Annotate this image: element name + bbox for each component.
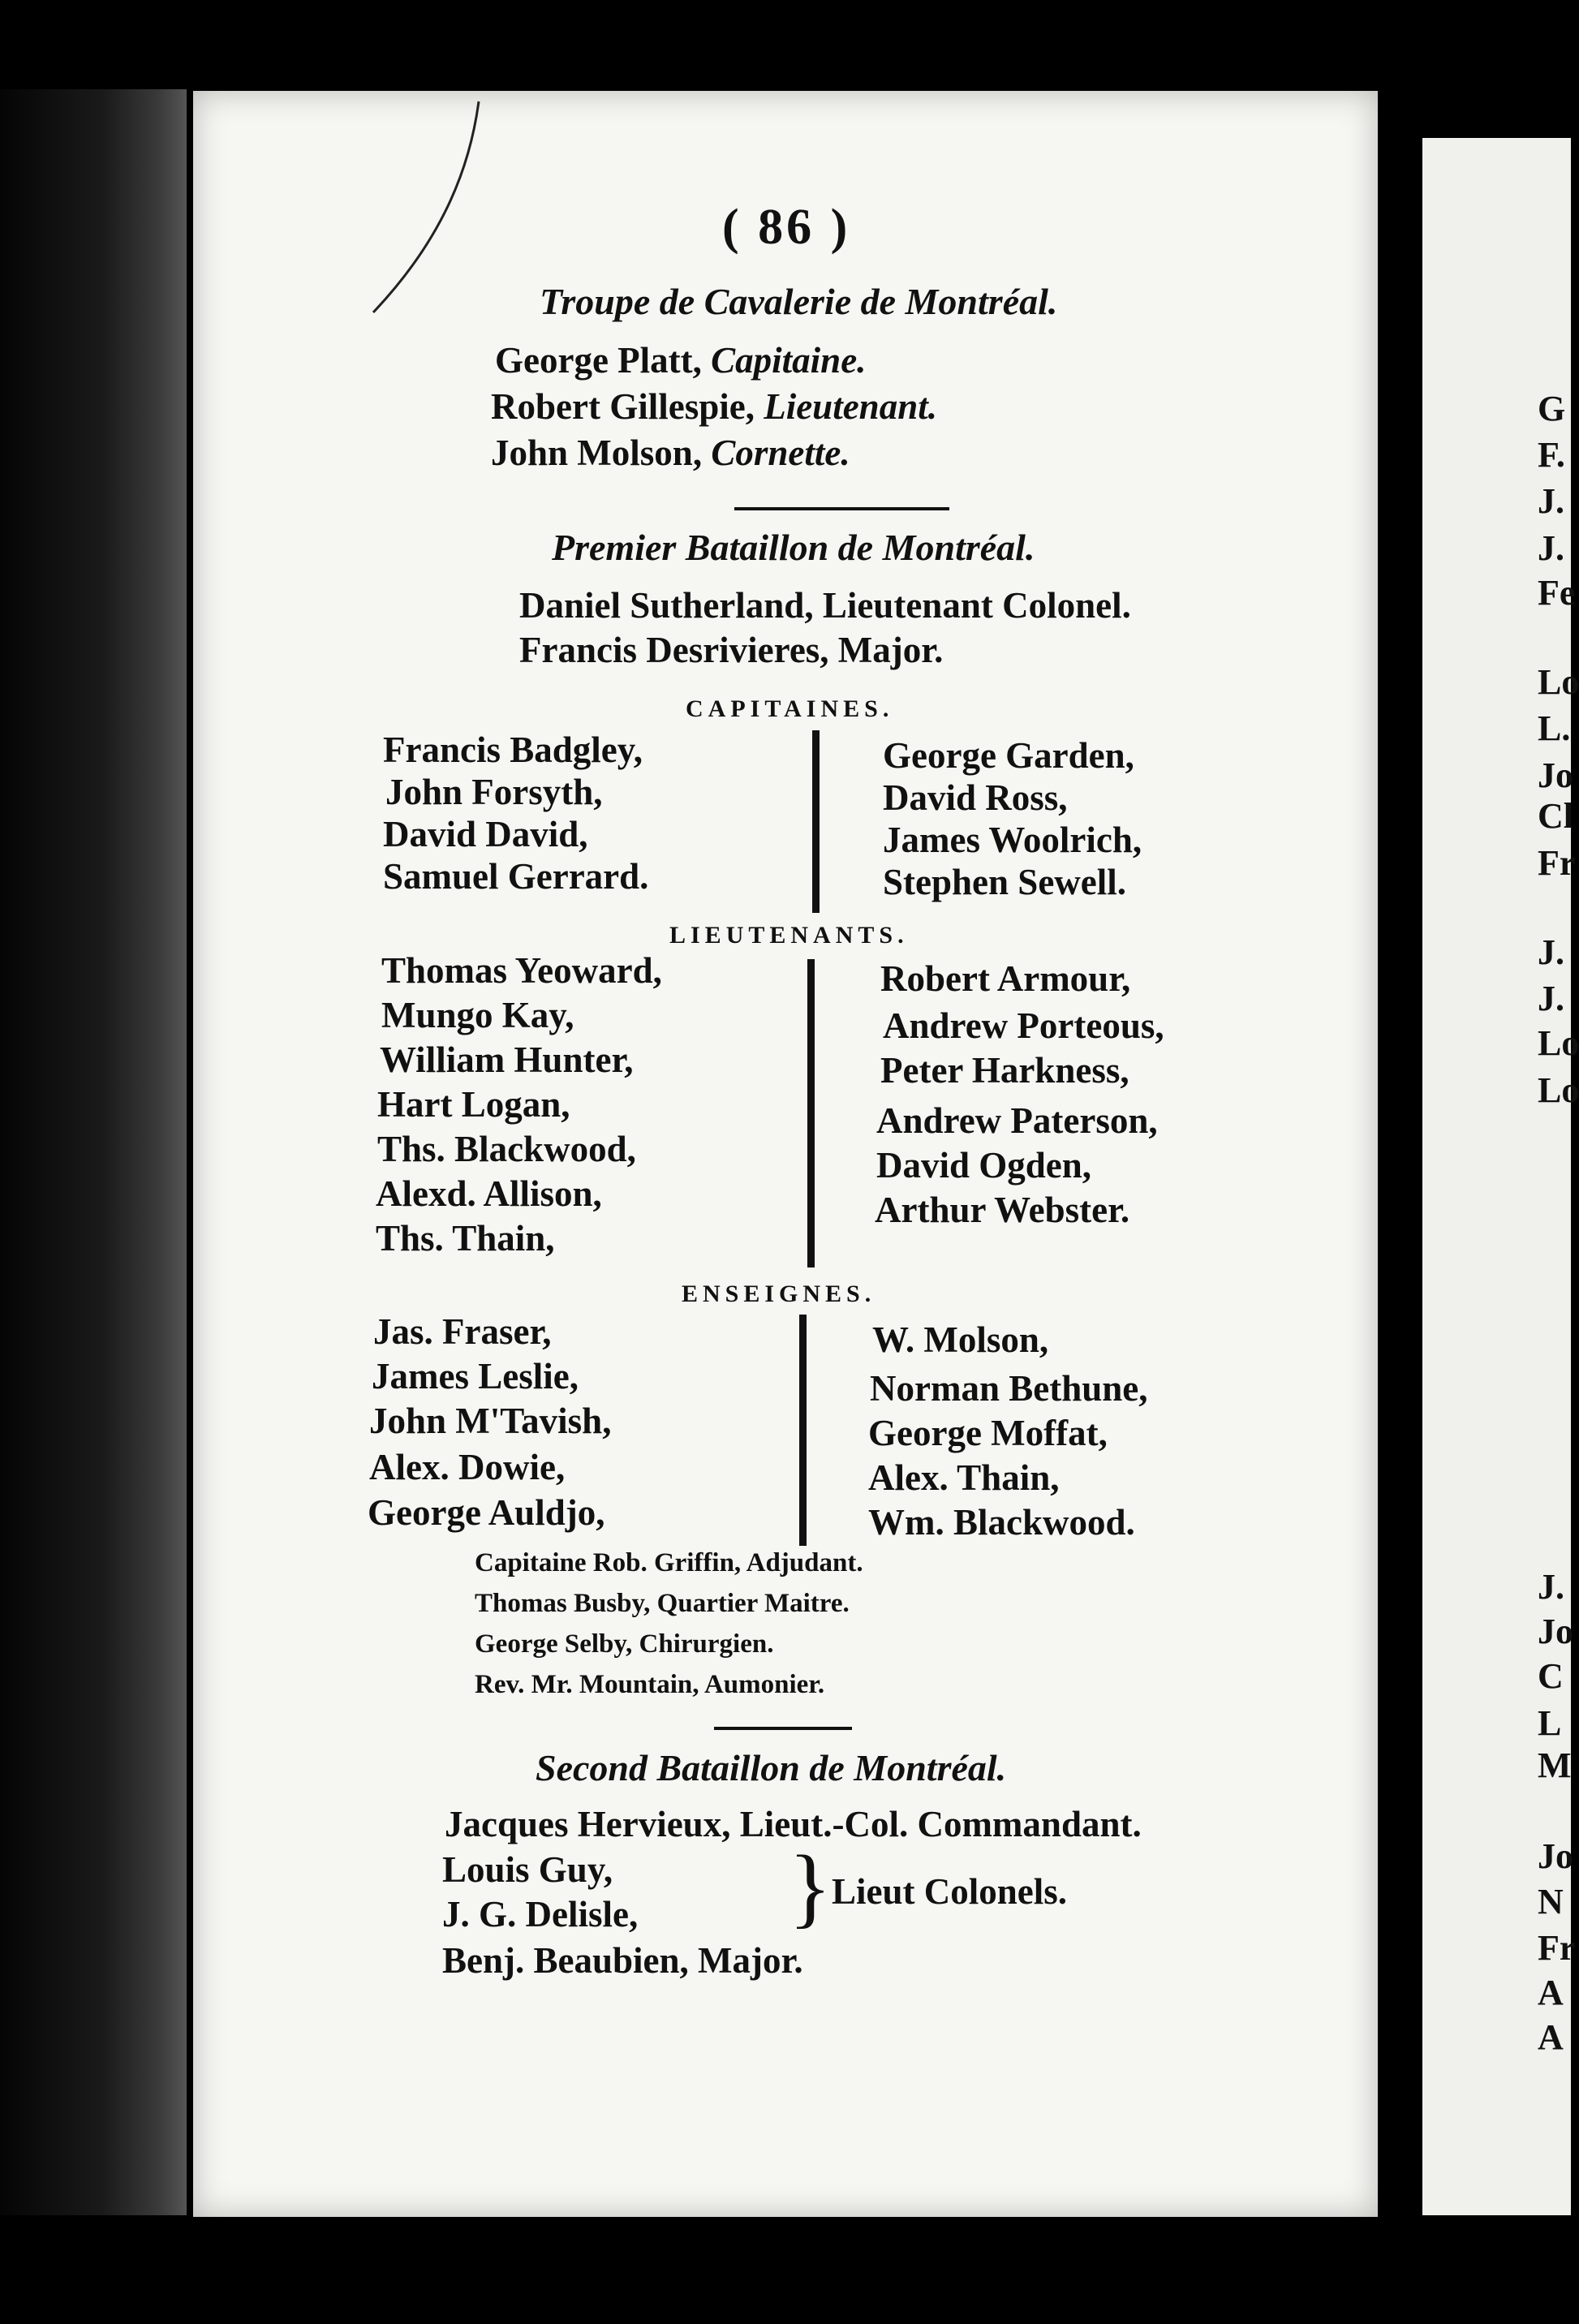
commander-line: Daniel Sutherland, Lieutenant Colonel. — [519, 585, 1131, 626]
section-rule — [714, 1727, 852, 1730]
captain-name: John Forsyth, — [385, 772, 603, 812]
facing-page-fragment: Fr — [1538, 843, 1576, 883]
lieutenant-name: Ths. Blackwood, — [377, 1129, 636, 1169]
lieutenant-name: Hart Logan, — [377, 1084, 570, 1125]
captain-name: Stephen Sewell. — [883, 862, 1127, 902]
cavalry-line: Robert Gillespie, Lieutenant. — [491, 386, 937, 427]
ensign-name: George Moffat, — [868, 1413, 1108, 1453]
facing-page-fragment: J. — [1538, 932, 1564, 972]
lieutenant-name: Mungo Kay, — [381, 995, 574, 1035]
captains-label: CAPITAINES. — [686, 695, 894, 722]
facing-page-fragment: Lo — [1538, 662, 1579, 702]
lieutenant-name: Arthur Webster. — [875, 1190, 1130, 1230]
ensigns-label: ENSEIGNES. — [682, 1280, 876, 1307]
ensign-name: Jas. Fraser, — [373, 1311, 552, 1352]
pencil-mark — [357, 97, 495, 325]
facing-page-fragment: A — [1538, 1973, 1564, 2012]
cavalry-line: John Molson, Cornette. — [491, 433, 850, 473]
facing-page-fragment: J. — [1538, 528, 1564, 568]
facing-page-fragment: C — [1538, 1656, 1564, 1696]
facing-page-fragment: J. — [1538, 979, 1564, 1018]
cavalry-line: George Platt, Capitaine. — [495, 340, 867, 381]
second-battalion-heading: Second Bataillon de Montréal. — [536, 1747, 1007, 1788]
lieutenant-name: David Ogden, — [876, 1145, 1092, 1186]
facing-page-fragment: N — [1538, 1882, 1564, 1922]
first-battalion-heading: Premier Bataillon de Montréal. — [552, 527, 1035, 568]
ensign-name: Norman Bethune, — [870, 1368, 1148, 1409]
staff-line: Capitaine Rob. Griffin, Adjudant. — [475, 1548, 863, 1577]
lieutenant-name: Andrew Paterson, — [876, 1100, 1158, 1141]
lieutenant-name: Alexd. Allison, — [376, 1173, 602, 1214]
ensign-name: Alex. Thain, — [868, 1457, 1060, 1498]
lieutenants-label: LIEUTENANTS. — [669, 922, 909, 949]
page-number: ( 86 ) — [722, 200, 851, 255]
facing-page-fragment: J. — [1538, 1567, 1564, 1607]
column-divider — [799, 1315, 807, 1546]
captain-name: David David, — [383, 814, 588, 854]
lieutenant-name: Andrew Porteous, — [883, 1005, 1164, 1046]
book-spine-edge — [0, 89, 187, 2215]
ensign-name: James Leslie, — [372, 1356, 579, 1397]
lieutenant-name: Peter Harkness, — [880, 1050, 1129, 1091]
facing-page-fragment: Cl — [1538, 796, 1573, 836]
captain-name: David Ross, — [883, 777, 1068, 818]
ensign-name: Alex. Dowie, — [369, 1447, 566, 1487]
ensign-name: Wm. Blackwood. — [868, 1502, 1135, 1543]
captain-name: George Garden, — [883, 735, 1134, 776]
lieutenant-name: Ths. Thain, — [376, 1218, 555, 1259]
lt-colonel-name: Louis Guy, — [442, 1849, 613, 1890]
lieutenant-name: Robert Armour, — [880, 958, 1131, 999]
brace-icon: } — [789, 1837, 832, 1936]
facing-page-fragment: Jo — [1538, 1836, 1573, 1876]
facing-page-fragment: J. — [1538, 481, 1564, 521]
commandant-line: Jacques Hervieux, Lieut.-Col. Commandant. — [445, 1804, 1142, 1844]
lt-colonel-name: J. G. Delisle, — [442, 1894, 639, 1935]
staff-line: George Selby, Chirurgien. — [475, 1629, 774, 1659]
section-rule — [734, 507, 949, 510]
facing-page-fragment: Lo — [1538, 1023, 1579, 1063]
facing-page-fragment: G — [1538, 389, 1566, 428]
book-gutter — [1378, 130, 1422, 2207]
lieutenant-name: William Hunter, — [380, 1039, 634, 1080]
commander-line: Francis Desrivieres, Major. — [519, 630, 944, 670]
captain-name: James Woolrich, — [883, 820, 1142, 860]
major-line: Benj. Beaubien, Major. — [442, 1940, 803, 1981]
cavalry-heading: Troupe de Cavalerie de Montréal. — [540, 281, 1058, 322]
facing-page-fragment: L — [1538, 1703, 1562, 1743]
ensign-name: George Auldjo, — [368, 1492, 605, 1533]
facing-page-fragment: F. — [1538, 435, 1565, 475]
staff-line: Thomas Busby, Quartier Maitre. — [475, 1589, 850, 1618]
ensign-name: W. Molson, — [872, 1319, 1049, 1360]
lieutenant-name: Thomas Yeoward, — [381, 950, 662, 991]
captain-name: Samuel Gerrard. — [383, 856, 649, 897]
facing-page-fragment: Lo — [1538, 1070, 1579, 1110]
captain-name: Francis Badgley, — [383, 729, 643, 770]
lt-colonels-label: Lieut Colonels. — [832, 1871, 1068, 1912]
facing-page-fragment: Jo — [1538, 1612, 1573, 1651]
ensign-name: John M'Tavish, — [369, 1401, 612, 1441]
staff-line: Rev. Mr. Mountain, Aumonier. — [475, 1670, 825, 1699]
column-divider — [807, 959, 815, 1267]
facing-page-fragment: L. — [1538, 708, 1571, 748]
facing-page-fragment: Jo — [1538, 755, 1573, 795]
facing-page-fragment: A — [1538, 2017, 1564, 2057]
facing-page-fragment: M — [1538, 1745, 1572, 1785]
facing-page-fragment: Fr — [1538, 1928, 1576, 1968]
column-divider — [812, 730, 820, 913]
facing-page-fragment: Fe — [1538, 573, 1576, 613]
